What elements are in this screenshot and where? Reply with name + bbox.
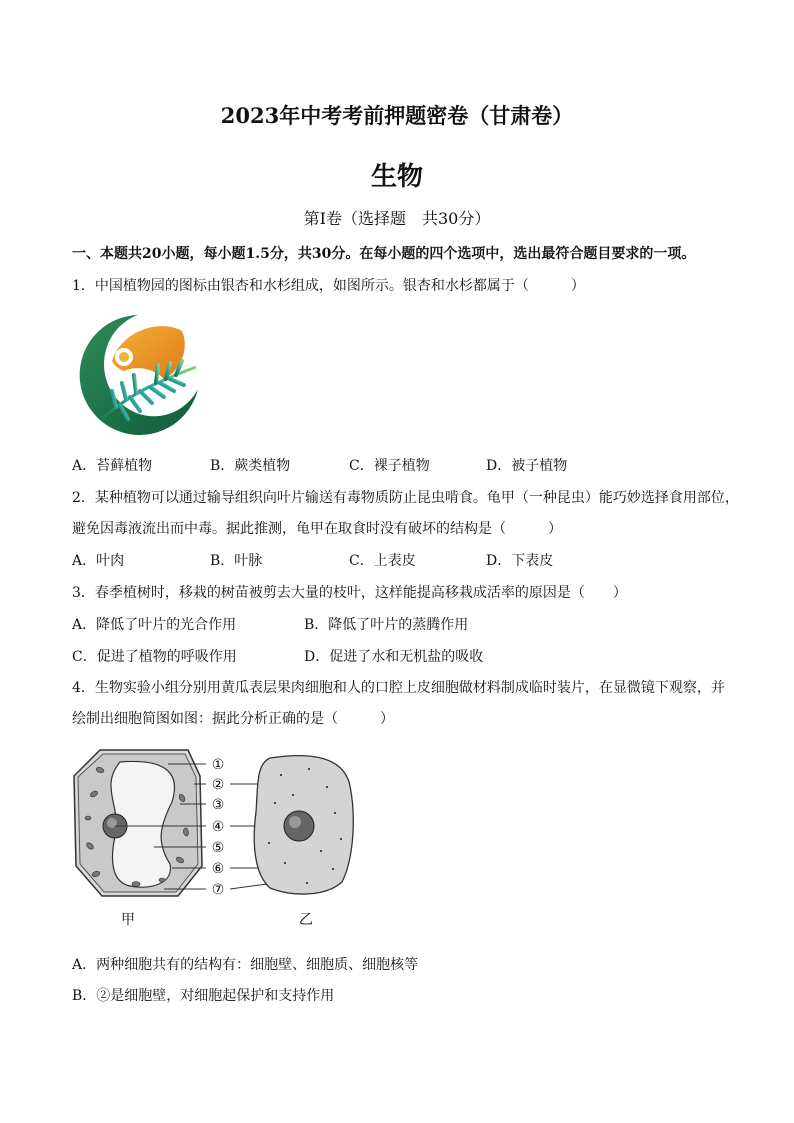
question-4-option-b: B．②是细胞壁，对细胞起保护和支持作用 — [72, 988, 335, 1004]
question-1-option-d: D．被子植物 — [486, 458, 568, 474]
question-2-option-b: B．叶脉 — [210, 553, 263, 569]
diagram-label-6: ⑥ — [211, 861, 225, 877]
question-4-stem-line-1: 4．生物实验小组分别用黄瓜表层果肉细胞和人的口腔上皮细胞做材料制成临时装片，在显微镜下观察，并 — [72, 680, 725, 696]
question-3-stem: 3．春季植树时，移栽的树苗被剪去大量的枝叶，这样能提高移栽成活率的原因是（ ） — [72, 585, 627, 601]
diagram-label-2: ② — [211, 777, 225, 793]
diagram-label-1: ① — [211, 757, 225, 773]
botanical-garden-logo — [72, 309, 204, 441]
question-2-stem-line-2: 避免因毒液流出而中毒。据此推测，龟甲在取食时没有破坏的结构是（ ） — [72, 521, 562, 537]
instructions: 一、本题共20小题，每小题1.5分，共30分。在每小题的四个选项中，选出最符合题目要求的一项。 — [72, 246, 696, 262]
cell-label-jia: 甲 — [121, 912, 135, 928]
question-4-option-a: A．两种细胞共有的结构有：细胞壁、细胞质、细胞核等 — [72, 957, 419, 973]
question-1-option-c: C．裸子植物 — [349, 458, 430, 474]
question-1-option-b: B．蕨类植物 — [210, 458, 291, 474]
diagram-label-5: ⑤ — [211, 840, 225, 856]
diagram-label-7: ⑦ — [211, 882, 225, 898]
cell-diagram — [70, 746, 370, 931]
question-1-stem: 1．中国植物园的图标由银杏和水杉组成，如图所示。银杏和水杉都属于（ ） — [72, 278, 585, 294]
diagram-label-3: ③ — [211, 797, 225, 813]
question-2-option-d: D．下表皮 — [486, 553, 554, 569]
question-1-option-a: A．苔藓植物 — [72, 458, 153, 474]
cell-label-yi: 乙 — [299, 912, 313, 928]
question-2-option-c: C．上表皮 — [349, 553, 416, 569]
diagram-label-4: ④ — [211, 819, 225, 835]
question-3-option-a: A．降低了叶片的光合作用 — [72, 617, 237, 633]
question-3-option-c: C．促进了植物的呼吸作用 — [72, 649, 237, 665]
subject-title: 生物 — [370, 162, 423, 192]
question-3-option-b: B．降低了叶片的蒸腾作用 — [304, 617, 469, 633]
question-2-stem-line-1: 2．某种植物可以通过输导组织向叶片输送有毒物质防止昆虫啃食。龟甲（一种昆虫）能巧妙选择食用部位， — [72, 490, 739, 506]
question-3-option-d: D．促进了水和无机盐的吸收 — [304, 649, 484, 665]
question-2-option-a: A．叶肉 — [72, 553, 125, 569]
exam-title: 2023年中考考前押题密卷（甘肃卷） — [220, 103, 574, 128]
question-4-stem-line-2: 绘制出细胞简图如图：据此分析正确的是（ ） — [72, 711, 394, 727]
section-heading: 第Ⅰ卷（选择题 共30分） — [303, 209, 491, 228]
